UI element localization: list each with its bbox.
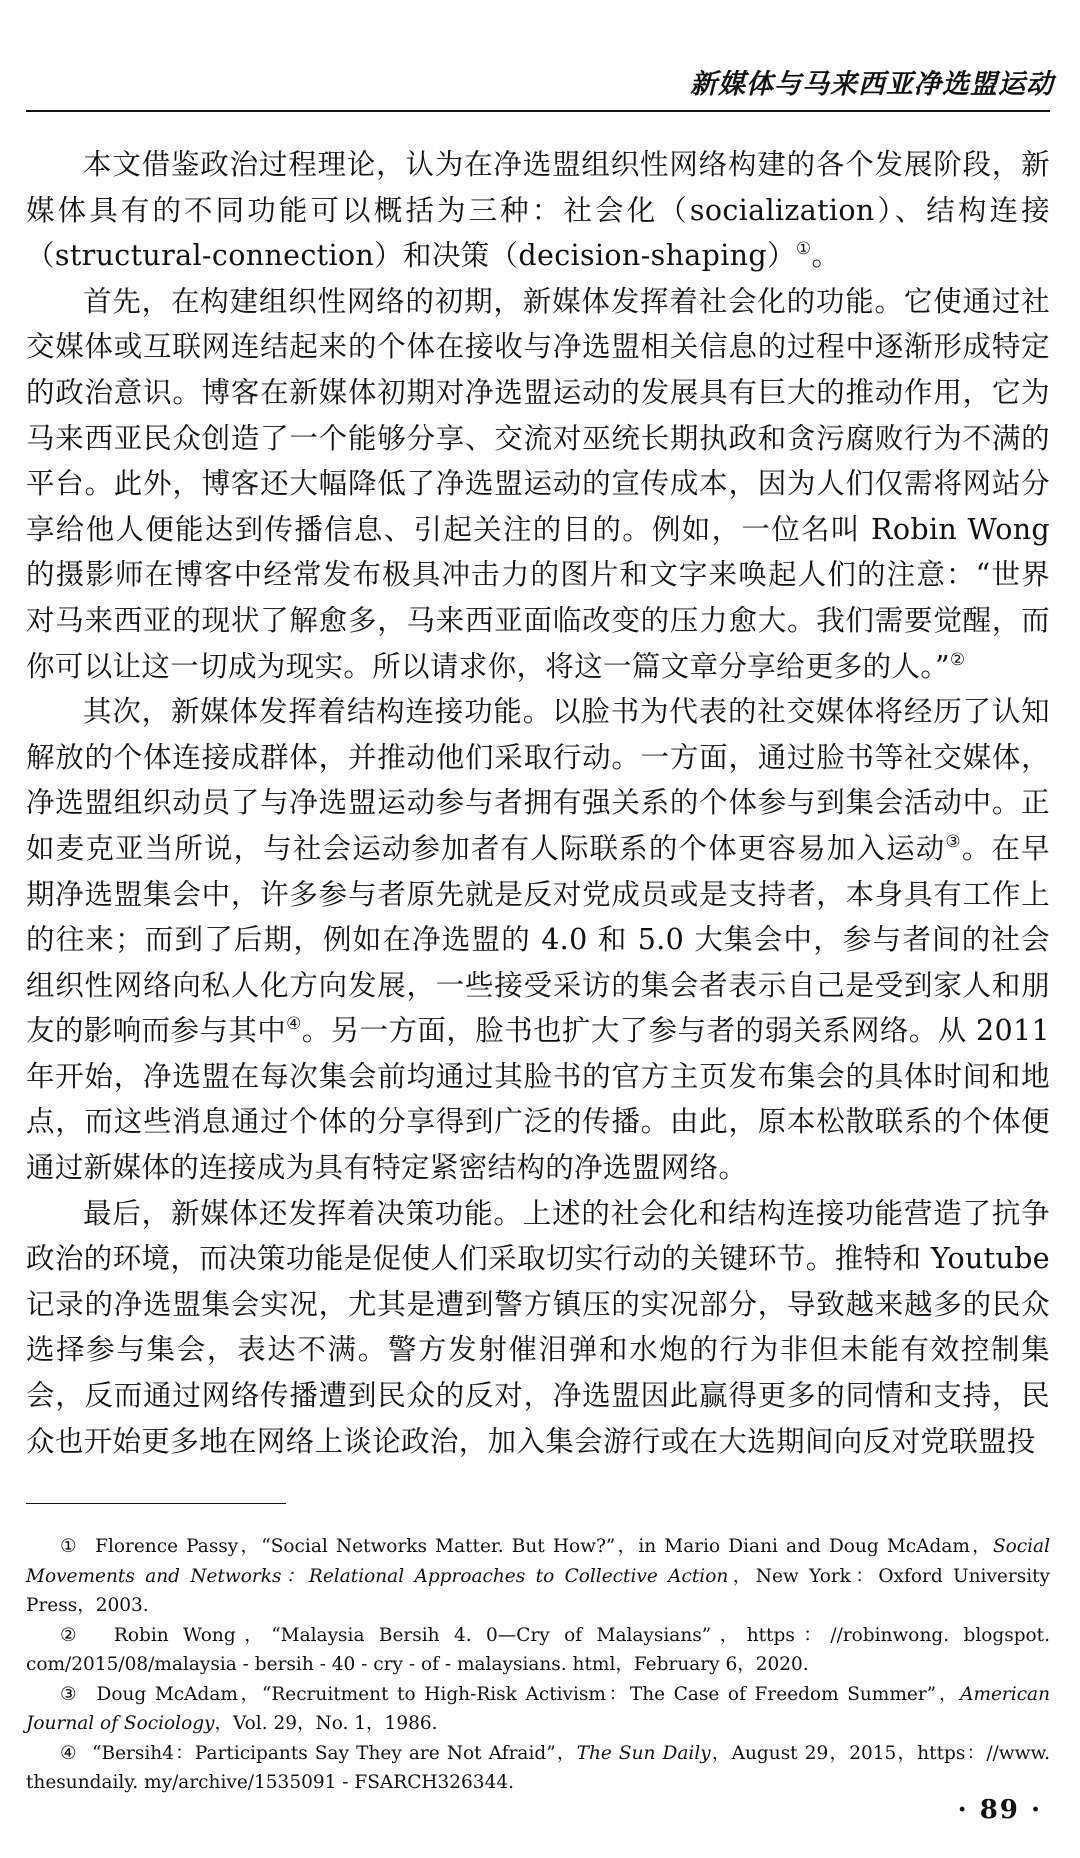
paragraph-1 bbox=[26, 142, 1050, 279]
footnote-mark: ③ bbox=[60, 1683, 80, 1705]
footnote-italic-title: Social Movements and Networks：Relational Approaches to Collective Action bbox=[26, 1536, 1050, 1587]
footnote-ref-4[interactable]: ④ bbox=[286, 1014, 302, 1035]
footnote-text: Robin Wong，“Malaysia Bersih 4. 0—Cry of Malaysians”，https：//robinwong. blogspot. com/2015/08/malaysia - bersih - 40 - cry - of - malaysians. html，February 6，2020. bbox=[26, 1624, 1051, 1675]
footnote-mark: ② bbox=[60, 1624, 86, 1646]
body-text bbox=[26, 142, 1050, 1464]
footnote-text-tail: ，New York：Oxford University Press，2003. bbox=[26, 1565, 1050, 1616]
footnote-mark: ④ bbox=[60, 1742, 78, 1764]
paragraph-3 bbox=[26, 689, 1050, 1191]
footnote-ref-2[interactable]: ② bbox=[949, 649, 966, 670]
paragraph-4 bbox=[26, 1191, 1050, 1465]
paragraph-text-middle: 。在早期净选盟集会中，许多参与者原先就是反对党成员或是支持者，本身具有工作上的往来；而到了后期，例如在净选盟的 4.0 和 5.0 大集会中，参与者间的社会组织性网络向私人化方向发展，一些接受采访的集会者表示自己是受到家人和朋友的影响而参与其中 bbox=[26, 831, 1050, 1048]
paragraph-text-tail: 。另一方面，脸书也扩大了参与者的弱关系网络。从 2011 年开始，净选盟在每次集会前均通过其脸书的官方主页发布集会的具体时间和地点，而这些消息通过个体的分享得到广泛的传播。由此，原本松散联系的个体便通过新媒体的连接成为具有特定紧密结构的净选盟网络。 bbox=[26, 1014, 1050, 1185]
footnote-text: Florence Passy，“Social Networks Matter. But How?”，in Mario Diani and Doug McAdam， bbox=[95, 1536, 993, 1557]
paragraph-text: 最后，新媒体还发挥着决策功能。上述的社会化和结构连接功能营造了抗争政治的环境，而决策功能是促使人们采取切实行动的关键环节。推特和 Youtube 记录的净选盟集会实况，尤其是遭到警方镇压的实况部分，导致越来越多的民众选择参与集会，表达不满。警方发射催泪弹和水炮的行为非但未能有效控制集会，反而通过网络传播遭到民众的反对，净选盟因此赢得更多的同情和支持，民众也开始更多地在网络上谈论政治，加入集会游行或在大选期间向反对党联盟投 bbox=[26, 1196, 1050, 1458]
footnote-mark: ① bbox=[60, 1536, 79, 1557]
header-rule bbox=[26, 110, 1050, 112]
footnote-4 bbox=[26, 1739, 1050, 1798]
paragraph-text: 本文借鉴政治过程理论，认为在净选盟组织性网络构建的各个发展阶段，新媒体具有的不同功能可以概括为三种：社会化（socialization）、结构连接（structural-connection）和决策（decision-shaping） bbox=[26, 148, 1050, 273]
footnote-3 bbox=[26, 1680, 1050, 1739]
footnote-text: “Bersih4：Participants Say They are Not Afraid”， bbox=[92, 1742, 577, 1764]
footnote-1 bbox=[26, 1532, 1050, 1621]
page-number: · 89 · bbox=[957, 1795, 1042, 1825]
footnotes bbox=[26, 1532, 1050, 1798]
footnote-text-tail: ，August 29，2015，https：//www. thesundaily. my/archive/1535091 - FSARCH326344. bbox=[26, 1742, 1050, 1793]
footnote-text-tail: ，Vol. 29，No. 1，1986. bbox=[214, 1713, 438, 1734]
paragraph-2 bbox=[26, 279, 1050, 689]
footnote-ref-1[interactable]: ① bbox=[795, 239, 812, 260]
footnote-text: Doug McAdam，“Recruitment to High-Risk Activism：The Case of Freedom Summer”， bbox=[96, 1683, 961, 1705]
running-header-title: 新媒体与马来西亚净选盟运动 bbox=[690, 69, 1054, 100]
footnote-italic-title: The Sun Daily bbox=[576, 1742, 711, 1764]
paragraph-text-tail: 。 bbox=[811, 239, 841, 273]
footnote-ref-3[interactable]: ③ bbox=[945, 831, 962, 852]
footnote-2 bbox=[26, 1621, 1050, 1680]
paragraph-text: 首先，在构建组织性网络的初期，新媒体发挥着社会化的功能。它使通过社交媒体或互联网连结起来的个体在接收与净选盟相关信息的过程中逐渐形成特定的政治意识。博客在新媒体初期对净选盟运动的发展具有巨大的推动作用，它为马来西亚民众创造了一个能够分享、交流对巫统长期执政和贪污腐败行为不满的平台。此外，博客还大幅降低了净选盟运动的宣传成本，因为人们仅需将网站分享给他人便能达到传播信息、引起关注的目的。例如，一位名叫 Robin Wong 的摄影师在博客中经常发布极具冲击力的图片和文字来唤起人们的注意：“世界对马来西亚的现状了解愈多，马来西亚面临改变的压力愈大。我们需要觉醒，而你可以让这一切成为现实。所以请求你，将这一篇文章分享给更多的人。” bbox=[26, 284, 1050, 683]
paragraph-text: 其次，新媒体发挥着结构连接功能。以脸书为代表的社交媒体将经历了认知解放的个体连接成群体，并推动他们采取行动。一方面，通过脸书等社交媒体，净选盟组织动员了与净选盟运动参与者拥有强关系的个体参与到集会活动中。正如麦克亚当所说，与社会运动参加者有人际联系的个体更容易加入运动 bbox=[26, 695, 1050, 865]
footnote-rule bbox=[26, 1503, 286, 1504]
footnote-italic-title: American Journal of Sociology bbox=[26, 1683, 1050, 1734]
